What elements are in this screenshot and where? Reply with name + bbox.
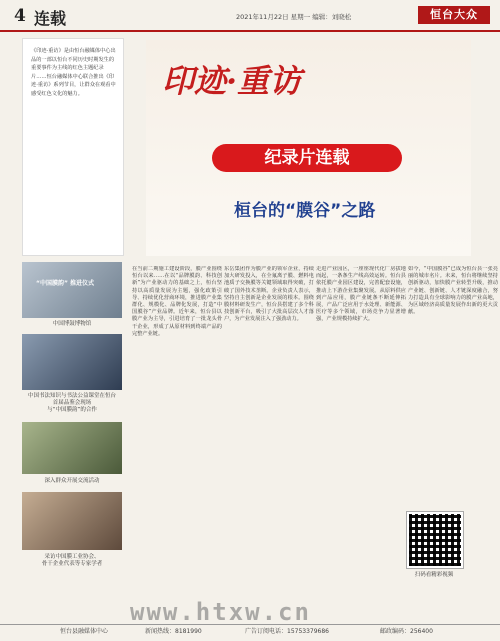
calligraphy-title: 印迹·重访 [162, 62, 302, 100]
qr-label: 扫码看精彩视频 [414, 572, 454, 578]
article-title: 桓台的“膜谷”之路 [234, 201, 376, 221]
photo-1-caption: 中国博鼓博物馆 [52, 321, 92, 327]
footer-postcode: 邮政编码：256400 [380, 628, 433, 635]
photo-3 [22, 422, 122, 474]
photo-4 [22, 492, 122, 550]
intro-text: 《印迹·重访》是由恒台融媒体中心出品的一部以恒台不同历史时期发生的重要事件为主线的红色主题纪录片……恒台融媒体中心联合推出《印迹·重访》系列节目，让群众在观看中感受红色文化的魅力。 [31, 48, 116, 97]
page-footer [0, 624, 500, 641]
issue-meta: 2021年11月22日 星期一 编辑：刘晓松 [236, 13, 352, 21]
article-column-2: 东岳集团作为膜产业的领军企业，持续加大研发投入，在全氟离子膜、燃料电池质子交换膜等关键领域取得突破，打破了国外技术垄断。企业负责人表示，坚持自主创新是企业发展的根本。围绕膜材料研发生产，恒台县搭建了多个科技创新平台，吸引了大批高层次人才落户，为产业发展注入了强劲动力。 [224, 266, 314, 323]
article-column-1: 在当前二期施工建设阶段，膜产业围绕恒台以来……在以“品牌膜韵、科技创新”为产业驱动力的基础之上，桓台坚持以高质量发展为主题，强化政策引导、持续优化营商环境，推进膜产业集群化、规模化、品牌化发展，打造“中国膜谷”产业品牌。近年来，恒台县以膜产业为主导，引进培育了一批龙头骨干企业，形成了从原材料到终端产品的完整产业链。 [132, 266, 222, 337]
paper-logo: 恒台大众 [418, 6, 490, 24]
page-number: 4 [14, 6, 26, 26]
photo-1 [22, 262, 122, 318]
footer-news-hotline: 新闻热线：8181990 [145, 628, 202, 635]
section-title: 连载 [34, 9, 67, 28]
photo-2-caption: 中国书法知识与书法公益课堂在恒台 首届品鉴会现场 与“中国膜韵”的合作 [27, 393, 116, 413]
footer-ad-hotline: 广告订阅电话：15753379686 [245, 628, 329, 635]
photo-1-overlay: “中国膜韵” 推进仪式 [36, 280, 94, 287]
watermark: www.htxw.cn [130, 598, 311, 626]
article-column-4: 如今，“中国膜谷”已成为恒台县一张亮丽的城市名片。未来，恒台将继续坚持创新驱动，加快膜产业转型升级，推动产业链、创新链、人才链深度融合，努力打造具有全球影响力的膜产业高地，为区域经济高质量发展作出新的更大贡献。 [408, 266, 498, 316]
article-column-3: 走进产业园区，一座座现代化厂房拔地而起，一条条生产线高效运转。恒台县依托膜产业园区建设，完善配套设施，推动上下游企业集聚发展。从原料供应到产品应用，膜产业链条不断延伸拓展，产品广泛应用于水处理、新能源、医疗等多个领域，市场竞争力显著增强，产业规模持续扩大。 [316, 266, 406, 323]
photo-3-caption: 深入群众开展交流活动 [44, 478, 100, 484]
photo-2 [22, 334, 122, 390]
series-subtitle: 纪录片连载 [212, 144, 402, 172]
title-band [146, 40, 471, 256]
qr-code[interactable] [407, 512, 463, 568]
photo-4-caption: 采访中国膜工业协会、 骨干企业代表等专家学者 [41, 554, 103, 567]
page-header [0, 0, 500, 32]
footer-editor: 恒台县融媒体中心 [60, 628, 109, 635]
intro-box [22, 38, 124, 256]
